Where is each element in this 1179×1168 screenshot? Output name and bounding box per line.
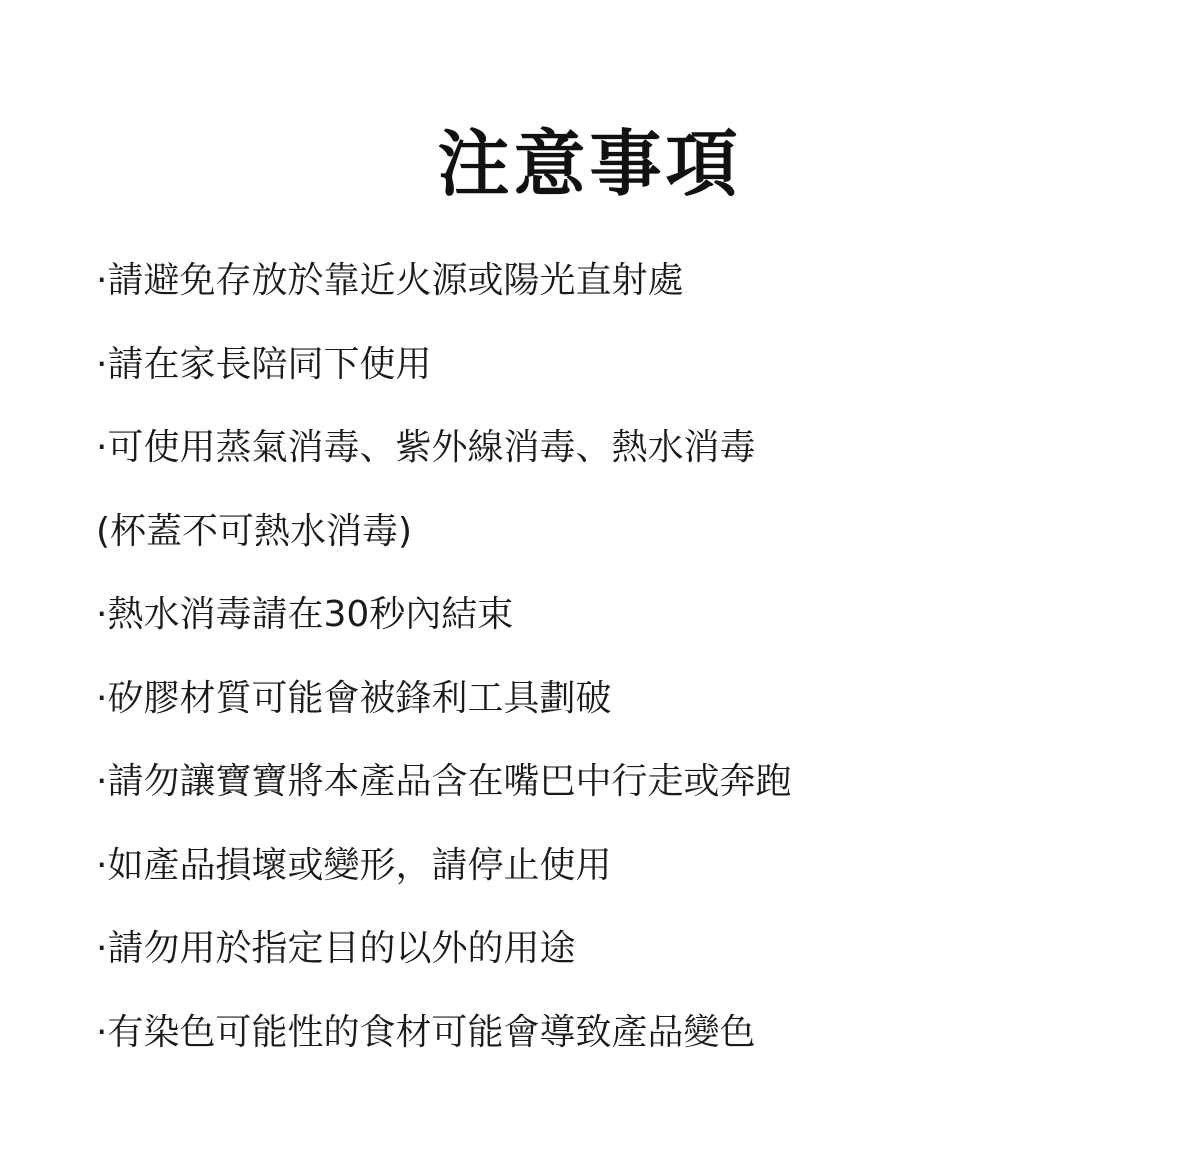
notes-list xyxy=(96,253,791,1088)
note-sterilization: ·可使用蒸氣消毒、紫外線消毒、熱水消毒 xyxy=(96,427,756,468)
note-intended-use: ·請勿用於指定目的以外的用途 xyxy=(96,928,576,969)
note-damage-stop-use: ·如產品損壞或變形，請停止使用 xyxy=(96,844,612,886)
note-lid-exception: (杯蓋不可熱水消毒) xyxy=(96,510,413,552)
note-hot-water-time: ·熱水消毒請在30秒內結束 xyxy=(96,594,514,635)
note-no-walking-running: ·請勿讓寶寶將本產品含在嘴巴中行走或奔跑 xyxy=(96,761,792,802)
page-title: 注意事項 xyxy=(437,122,742,207)
note-staining: ·有染色可能性的食材可能會導致產品變色 xyxy=(96,1011,756,1053)
note-supervision: ·請在家長陪同下使用 xyxy=(96,343,432,385)
note-storage: ·請避免存放於靠近火源或陽光直射處 xyxy=(96,260,684,301)
note-silicone-sharp-tools: ·矽膠材質可能會被鋒利工具劃破 xyxy=(96,677,612,719)
